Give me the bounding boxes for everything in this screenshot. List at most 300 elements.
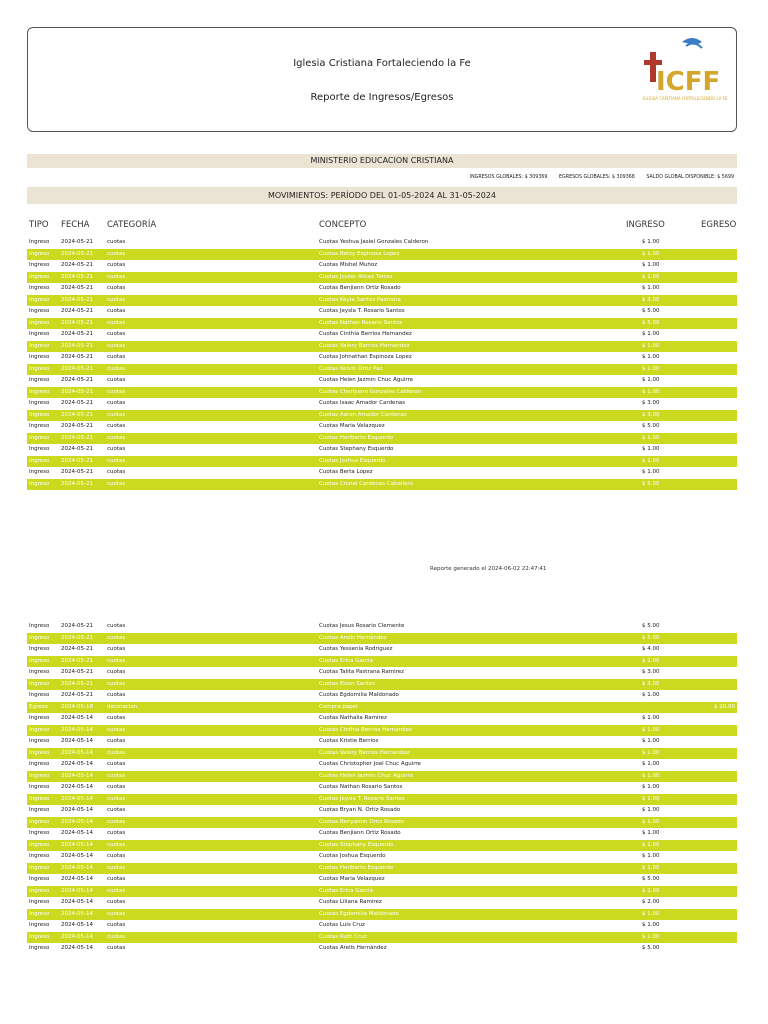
- cell-concepto: Cuotas Nathan Rosario Santos: [319, 784, 403, 790]
- cell-concepto: Cuotas Arelis Hernández: [319, 634, 387, 641]
- cell-tipo: Ingreso: [29, 446, 50, 452]
- cell-concepto: Cuotas Valery Berrios Hernandez: [319, 749, 410, 756]
- cell-concepto: Cuotas Kelvin Ortiz Paz: [319, 365, 383, 372]
- cell-categoria: cuotas: [107, 377, 126, 383]
- table-row: [27, 794, 737, 806]
- cell-ingreso: $ 5.00: [642, 480, 660, 487]
- cell-categoria: cuotas: [107, 623, 126, 629]
- table-row: [27, 621, 737, 633]
- cell-concepto: Cuotas Stephany Esquerdo: [319, 841, 394, 848]
- cell-tipo: Ingreso: [29, 623, 50, 629]
- cell-ingreso: $ 2.00: [642, 657, 660, 664]
- cell-categoria: cuotas: [107, 761, 126, 767]
- cell-fecha: 2024-05-21: [61, 657, 93, 664]
- cell-ingreso: $ 1.00: [642, 377, 660, 383]
- cell-concepto: Cuotas Yessenia Rodriguez: [319, 646, 393, 652]
- cell-categoria: cuotas: [107, 945, 126, 951]
- table-row: [27, 237, 737, 249]
- cell-ingreso: $ 1.00: [642, 738, 660, 744]
- cell-tipo: Ingreso: [29, 250, 50, 257]
- cell-ingreso: $ 1.00: [642, 239, 660, 245]
- cell-fecha: 2024-05-21: [61, 634, 93, 641]
- cell-categoria: cuotas: [107, 446, 126, 452]
- table-row: [27, 398, 737, 410]
- cell-fecha: 2024-05-14: [61, 933, 93, 940]
- cell-ingreso: $ 1.00: [642, 841, 660, 848]
- cell-ingreso: $ 1.00: [642, 749, 660, 756]
- cell-ingreso: $ 1.00: [642, 726, 660, 733]
- cell-tipo: Ingreso: [29, 887, 50, 894]
- cell-ingreso: $ 1.00: [642, 795, 660, 802]
- cell-ingreso: $ 1.00: [642, 331, 660, 337]
- cell-ingreso: $ 3.00: [642, 296, 660, 303]
- cell-categoria: cuotas: [107, 772, 126, 779]
- cell-concepto: Cuotas Cherlyann Gonzales Calderon: [319, 388, 422, 395]
- cell-tipo: Ingreso: [29, 933, 50, 940]
- cell-ingreso: $ 1.00: [642, 784, 660, 790]
- cell-concepto: Cuotas Egdomilia Maldonado: [319, 692, 399, 698]
- cell-tipo: Ingreso: [29, 239, 50, 245]
- cell-tipo: Ingreso: [29, 726, 50, 733]
- cell-ingreso: $ 1.00: [642, 457, 660, 464]
- cell-concepto: Cuotas Betzy Espinosa Lopez: [319, 250, 400, 257]
- cell-categoria: cuotas: [107, 480, 126, 487]
- cell-categoria: cuotas: [107, 830, 126, 836]
- table-row: [27, 656, 737, 668]
- cell-categoria: cuotas: [107, 308, 126, 314]
- cell-concepto: Cuotas Nathan Rosario Santos: [319, 319, 403, 326]
- cell-fecha: 2024-05-21: [61, 250, 93, 257]
- cell-fecha: 2024-05-21: [61, 308, 93, 314]
- cell-categoria: cuotas: [107, 239, 126, 245]
- cell-ingreso: $ 1.00: [642, 365, 660, 372]
- cell-concepto: Cuotas Egdomilia Maldonado: [319, 910, 399, 917]
- cell-tipo: Ingreso: [29, 480, 50, 487]
- cell-concepto: Cuotas Benyamin Ortiz Rosado: [319, 818, 405, 825]
- cell-tipo: Ingreso: [29, 423, 50, 429]
- cell-concepto: Cuotas Heriberto Esquerdo: [319, 864, 394, 871]
- cell-tipo: Ingreso: [29, 388, 50, 395]
- cell-categoria: cuotas: [107, 899, 126, 905]
- table-row: [27, 667, 737, 679]
- cell-concepto: Cuotas Maria Velazquez: [319, 876, 385, 882]
- cell-concepto: Cuotas Berta Lopez: [319, 469, 373, 475]
- table-row: [27, 897, 737, 909]
- totals-band: [27, 168, 737, 187]
- cell-tipo: Ingreso: [29, 864, 50, 871]
- cell-ingreso: $ 1.00: [642, 830, 660, 836]
- cell-categoria: cuotas: [107, 887, 126, 894]
- cell-fecha: 2024-05-14: [61, 818, 93, 825]
- cell-categoria: cuotas: [107, 354, 126, 360]
- cell-tipo: Ingreso: [29, 308, 50, 314]
- table-row: [27, 318, 737, 330]
- cell-concepto: Cuotas Benjiann Ortiz Rosado: [319, 285, 401, 291]
- cell-tipo: Ingreso: [29, 669, 50, 675]
- table-row: [27, 840, 737, 852]
- cell-concepto: Cuotas Christopher Joel Chuc Aguirre: [319, 761, 421, 767]
- table-row: [27, 295, 737, 307]
- cell-tipo: Ingreso: [29, 807, 50, 813]
- cell-fecha: 2024-05-14: [61, 749, 93, 756]
- table-row: [27, 886, 737, 898]
- cell-tipo: Ingreso: [29, 738, 50, 744]
- cell-concepto: Cuotas Keyla Santos Pastrana: [319, 296, 401, 303]
- cell-fecha: 2024-05-21: [61, 331, 93, 337]
- cell-tipo: Ingreso: [29, 772, 50, 779]
- cell-concepto: Cuotas Cinthia Berrios Hernandez: [319, 331, 412, 337]
- global-balance: SALDO GLOBAL DISPONIBLE: $ 5699: [646, 175, 734, 180]
- cell-categoria: cuotas: [107, 841, 126, 848]
- table-row: [27, 782, 737, 794]
- church-logo-icon: [642, 32, 728, 114]
- cell-concepto: Cuotas Jeysla T. Rosario Santos: [319, 795, 405, 802]
- cell-fecha: 2024-05-21: [61, 680, 93, 687]
- table-row: [27, 702, 737, 714]
- table-row: [27, 421, 737, 433]
- cell-categoria: cuotas: [107, 749, 126, 756]
- cell-categoria: cuotas: [107, 273, 126, 280]
- cell-ingreso: $ 5.00: [642, 634, 660, 641]
- table-row: [27, 352, 737, 364]
- cell-concepto: Cuotas Yeshua Jasiel Gonzales Calderon: [319, 239, 429, 245]
- cell-concepto: Cuotas Luis Cruz: [319, 922, 365, 928]
- global-expenses: EGRESOS GLOBALES: $ 309368: [559, 175, 635, 180]
- cell-categoria: cuotas: [107, 807, 126, 813]
- logo-text: ICFF: [656, 67, 721, 97]
- logo-caption: IGLESIA CRISTIANA FORTALECIENDO LA FE: [642, 96, 728, 101]
- cell-fecha: 2024-05-21: [61, 262, 93, 268]
- cell-ingreso: $ 4.00: [642, 646, 660, 652]
- table-row: [27, 467, 737, 479]
- cell-fecha: 2024-05-14: [61, 922, 93, 928]
- cell-concepto: Cuotas Stephany Esquerdo: [319, 446, 394, 452]
- cell-tipo: Ingreso: [29, 285, 50, 291]
- cell-concepto: Cuotas Jeysla T. Rosario Santos: [319, 308, 405, 314]
- table-row: [27, 943, 737, 955]
- table-row: [27, 725, 737, 737]
- cell-fecha: 2024-05-14: [61, 772, 93, 779]
- cell-ingreso: $ 1.00: [642, 273, 660, 280]
- cell-fecha: 2024-05-14: [61, 726, 93, 733]
- cell-categoria: cuotas: [107, 331, 126, 337]
- cell-tipo: Ingreso: [29, 273, 50, 280]
- cell-categoria: cuotas: [107, 285, 126, 291]
- col-header-egreso: EGRESO: [701, 220, 737, 230]
- table-row: [27, 306, 737, 318]
- cell-ingreso: $ 1.00: [642, 853, 660, 859]
- cell-tipo: Ingreso: [29, 377, 50, 383]
- cell-ingreso: $ 1.00: [642, 285, 660, 291]
- cell-fecha: 2024-05-21: [61, 400, 93, 406]
- cell-tipo: Egreso: [29, 703, 48, 710]
- cell-categoria: cuotas: [107, 795, 126, 802]
- cell-categoria: cuotas: [107, 680, 126, 687]
- table-row: [27, 805, 737, 817]
- cell-categoria: cuotas: [107, 853, 126, 859]
- cell-ingreso: $ 3.00: [642, 411, 660, 418]
- cell-ingreso: $ 1.00: [642, 910, 660, 917]
- cell-tipo: Ingreso: [29, 784, 50, 790]
- cell-tipo: Ingreso: [29, 296, 50, 303]
- cell-concepto: Cuotas Cinthia Berrios Hernandez: [319, 726, 412, 733]
- table-row: [27, 932, 737, 944]
- cell-fecha: 2024-05-21: [61, 411, 93, 418]
- cell-ingreso: $ 1.00: [642, 354, 660, 360]
- cell-categoria: cuotas: [107, 319, 126, 326]
- cell-concepto: Cuotas Josiler Alices Torres: [319, 273, 393, 280]
- cell-tipo: Ingreso: [29, 945, 50, 951]
- cell-ingreso: $ 5.00: [642, 319, 660, 326]
- cell-fecha: 2024-05-14: [61, 830, 93, 836]
- cell-fecha: 2024-05-14: [61, 910, 93, 917]
- cell-ingreso: $ 1.00: [642, 262, 660, 268]
- table-row: [27, 387, 737, 399]
- movements-table-page2: [27, 621, 737, 955]
- cell-concepto: Cuotas Jesus Rosario Clemente: [319, 623, 405, 629]
- cell-concepto: Cuotas Johnathan Espinoza Lopez: [319, 354, 412, 360]
- cell-categoria: cuotas: [107, 864, 126, 871]
- cell-tipo: Ingreso: [29, 434, 50, 441]
- cell-ingreso: $ 1.00: [642, 772, 660, 779]
- cell-categoria: cuotas: [107, 646, 126, 652]
- cell-tipo: Ingreso: [29, 749, 50, 756]
- table-row: [27, 644, 737, 656]
- cell-concepto: Cuotas Erica Garcia: [319, 887, 373, 894]
- cell-tipo: Ingreso: [29, 262, 50, 268]
- cell-fecha: 2024-05-18: [61, 703, 93, 710]
- ministry-band: MINISTERIO EDUCACION CRISTIANA: [27, 154, 737, 168]
- cell-tipo: Ingreso: [29, 830, 50, 836]
- cell-tipo: Ingreso: [29, 469, 50, 475]
- cell-tipo: Ingreso: [29, 319, 50, 326]
- cell-tipo: Ingreso: [29, 922, 50, 928]
- cell-tipo: Ingreso: [29, 692, 50, 698]
- cell-fecha: 2024-05-21: [61, 365, 93, 372]
- cell-ingreso: $ 2.00: [642, 899, 660, 905]
- cell-categoria: decoracion: [107, 703, 138, 710]
- cell-ingreso: $ 3.00: [642, 669, 660, 675]
- cell-fecha: 2024-05-14: [61, 738, 93, 744]
- cell-ingreso: $ 1.00: [642, 807, 660, 813]
- table-row: [27, 433, 737, 445]
- cell-fecha: 2024-05-21: [61, 480, 93, 487]
- cell-ingreso: $ 1.00: [642, 469, 660, 475]
- cell-ingreso: $ 1.00: [642, 761, 660, 767]
- cell-ingreso: $ 5.00: [642, 945, 660, 951]
- table-row: [27, 759, 737, 771]
- table-row: [27, 375, 737, 387]
- cell-ingreso: $ 1.00: [642, 434, 660, 441]
- cell-categoria: cuotas: [107, 910, 126, 917]
- cell-categoria: cuotas: [107, 250, 126, 257]
- cell-categoria: cuotas: [107, 262, 126, 268]
- cell-categoria: cuotas: [107, 715, 126, 721]
- cell-tipo: Ingreso: [29, 853, 50, 859]
- cell-tipo: Ingreso: [29, 761, 50, 767]
- cell-concepto: Cuotas Isaac Amador Cardenas: [319, 400, 406, 406]
- cell-ingreso: $ 5.00: [642, 308, 660, 314]
- cell-ingreso: $ 5.00: [642, 423, 660, 429]
- cell-fecha: 2024-05-21: [61, 457, 93, 464]
- cell-ingreso: $ 1.00: [642, 864, 660, 871]
- period-band: MOVIMIENTOS: PERÍODO DEL 01-05-2024 AL 31-05-2024: [27, 187, 737, 204]
- cell-ingreso: $ 1.00: [642, 342, 660, 349]
- cell-categoria: cuotas: [107, 457, 126, 464]
- cell-tipo: Ingreso: [29, 365, 50, 372]
- cell-tipo: Ingreso: [29, 411, 50, 418]
- cell-fecha: 2024-05-21: [61, 434, 93, 441]
- cell-tipo: Ingreso: [29, 818, 50, 825]
- global-income: INGRESOS GLOBALES: $ 309369: [469, 175, 548, 180]
- table-row: [27, 364, 737, 376]
- table-row: [27, 329, 737, 341]
- table-row: [27, 456, 737, 468]
- cell-ingreso: $ 1.00: [642, 922, 660, 928]
- cell-categoria: cuotas: [107, 342, 126, 349]
- cell-fecha: 2024-05-14: [61, 876, 93, 882]
- cell-categoria: cuotas: [107, 669, 126, 675]
- cell-categoria: cuotas: [107, 818, 126, 825]
- cell-fecha: 2024-05-14: [61, 853, 93, 859]
- cell-categoria: cuotas: [107, 365, 126, 372]
- cell-fecha: 2024-05-21: [61, 646, 93, 652]
- cell-fecha: 2024-05-21: [61, 296, 93, 303]
- cell-tipo: Ingreso: [29, 680, 50, 687]
- cell-tipo: Ingreso: [29, 795, 50, 802]
- cell-fecha: 2024-05-21: [61, 319, 93, 326]
- cell-categoria: cuotas: [107, 657, 126, 664]
- cell-fecha: 2024-05-14: [61, 807, 93, 813]
- table-row: [27, 260, 737, 272]
- cell-categoria: cuotas: [107, 634, 126, 641]
- table-row: [27, 863, 737, 875]
- cell-categoria: cuotas: [107, 738, 126, 744]
- cell-concepto: Cuotas Arelis Hernández: [319, 945, 387, 951]
- table-row: [27, 920, 737, 932]
- cell-ingreso: $ 5.00: [642, 623, 660, 629]
- cell-fecha: 2024-05-21: [61, 423, 93, 429]
- cell-categoria: cuotas: [107, 692, 126, 698]
- table-row: [27, 690, 737, 702]
- cell-categoria: cuotas: [107, 876, 126, 882]
- cell-concepto: Cuotas Helen Jazmin Chuc Aguirre: [319, 772, 414, 779]
- table-row: [27, 771, 737, 783]
- cell-fecha: 2024-05-21: [61, 377, 93, 383]
- table-row: [27, 909, 737, 921]
- cell-concepto: Cuotas Joshua Esquerdo: [319, 853, 386, 859]
- cell-tipo: Ingreso: [29, 910, 50, 917]
- cell-fecha: 2024-05-21: [61, 469, 93, 475]
- col-header-concepto: CONCEPTO: [319, 220, 367, 230]
- cell-concepto: Cuotas Valery Berrios Hernandez: [319, 342, 410, 349]
- cell-ingreso: $ 1.00: [642, 933, 660, 940]
- cell-tipo: Ingreso: [29, 342, 50, 349]
- table-row: [27, 679, 737, 691]
- table-row: [27, 736, 737, 748]
- cell-fecha: 2024-05-21: [61, 446, 93, 452]
- table-row: [27, 410, 737, 422]
- table-row: [27, 817, 737, 829]
- cell-fecha: 2024-05-21: [61, 273, 93, 280]
- table-row: [27, 828, 737, 840]
- cell-tipo: Ingreso: [29, 331, 50, 337]
- cell-tipo: Ingreso: [29, 657, 50, 664]
- cell-ingreso: $ 5.00: [642, 876, 660, 882]
- cell-fecha: 2024-05-14: [61, 795, 93, 802]
- col-header-categoria: CATEGORÍA: [107, 220, 157, 230]
- cell-concepto: Cuotas Helen Jazmin Chuc Aguirre: [319, 377, 414, 383]
- cell-fecha: 2024-05-14: [61, 761, 93, 767]
- cell-categoria: cuotas: [107, 784, 126, 790]
- table-row: [27, 479, 737, 491]
- cell-fecha: 2024-05-21: [61, 285, 93, 291]
- report-subtitle: Reporte de Ingresos/Egresos: [310, 92, 454, 103]
- cell-ingreso: $ 1.00: [642, 692, 660, 698]
- cell-tipo: Ingreso: [29, 457, 50, 464]
- cell-categoria: cuotas: [107, 922, 126, 928]
- cell-fecha: 2024-05-14: [61, 784, 93, 790]
- cell-concepto: Cuotas Heriberto Esquerdo: [319, 434, 394, 441]
- cell-categoria: cuotas: [107, 411, 126, 418]
- cell-ingreso: $ 2.00: [642, 887, 660, 894]
- cell-fecha: 2024-05-14: [61, 841, 93, 848]
- cell-fecha: 2024-05-21: [61, 342, 93, 349]
- cell-categoria: cuotas: [107, 469, 126, 475]
- cell-tipo: Ingreso: [29, 646, 50, 652]
- cell-fecha: 2024-05-21: [61, 623, 93, 629]
- cell-fecha: 2024-05-14: [61, 887, 93, 894]
- cell-fecha: 2024-05-21: [61, 388, 93, 395]
- cell-categoria: cuotas: [107, 400, 126, 406]
- cell-tipo: Ingreso: [29, 634, 50, 641]
- cell-ingreso: $ 1.00: [642, 818, 660, 825]
- cell-ingreso: $ 1.00: [642, 388, 660, 395]
- col-header-tipo: TIPO: [29, 220, 49, 230]
- cell-concepto: Cuotas Joshua Esquerdo: [319, 457, 386, 464]
- cell-concepto: Cuotas Cristal Cardenas Caballero: [319, 480, 413, 487]
- cell-categoria: cuotas: [107, 933, 126, 940]
- cell-concepto: Cuotas Nathalia Ramirez: [319, 715, 387, 721]
- cell-fecha: 2024-05-21: [61, 669, 93, 675]
- cell-ingreso: $ 1.00: [642, 250, 660, 257]
- cell-tipo: Ingreso: [29, 876, 50, 882]
- cell-concepto: Cuotas Maria Velazquez: [319, 423, 385, 429]
- cell-ingreso: $ 3.00: [642, 680, 660, 687]
- table-row: [27, 874, 737, 886]
- report-header: [27, 27, 737, 132]
- cell-concepto: Compra papel: [319, 703, 358, 710]
- table-row: [27, 341, 737, 353]
- cell-fecha: 2024-05-14: [61, 864, 93, 871]
- cell-concepto: Cuotas Talita Pastrana Ramirez: [319, 669, 405, 675]
- cell-tipo: Ingreso: [29, 354, 50, 360]
- table-row: [27, 633, 737, 645]
- table-row: [27, 272, 737, 284]
- cell-ingreso: $ 1.00: [642, 446, 660, 452]
- cell-ingreso: $ 1.00: [642, 715, 660, 721]
- cell-concepto: Cuotas Erica Garcia: [319, 657, 373, 664]
- cell-fecha: 2024-05-14: [61, 899, 93, 905]
- cell-concepto: Cuotas Bryan N. Ortiz Rosado: [319, 807, 401, 813]
- table-row: [27, 713, 737, 725]
- cell-fecha: 2024-05-21: [61, 692, 93, 698]
- table-row: [27, 748, 737, 760]
- cell-tipo: Ingreso: [29, 400, 50, 406]
- cell-concepto: Cuotas Benjiann Ortiz Rosado: [319, 830, 401, 836]
- cell-categoria: cuotas: [107, 423, 126, 429]
- cell-concepto: Cuotas Kristie Berrios: [319, 738, 379, 744]
